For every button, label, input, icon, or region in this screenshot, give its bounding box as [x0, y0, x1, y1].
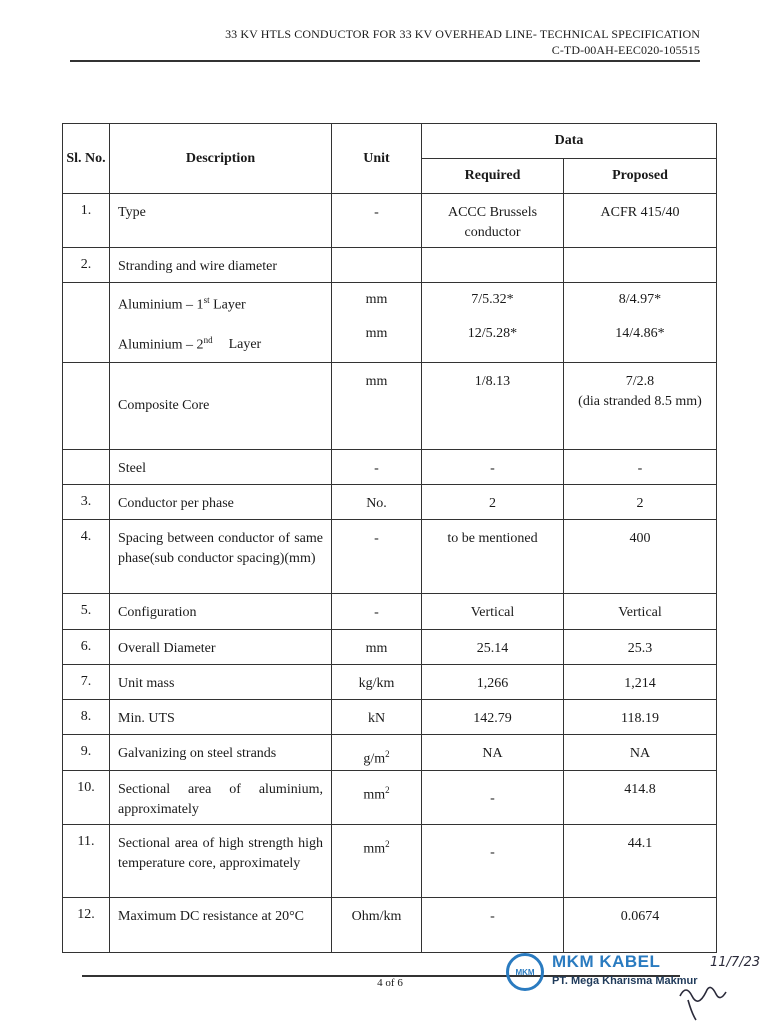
table-row: Composite Core mm 1/8.13 7/2.8 (dia stranded 8.5 mm) [63, 363, 717, 450]
page-header [225, 26, 700, 58]
header-required: Required [422, 159, 564, 194]
header-description: Description [110, 124, 332, 194]
table-row: 10. Sectional area of aluminium, approximately $mm^2$ - 414.8 [63, 770, 717, 824]
table-row: 4. Spacing between conductor of same phase(sub conductor spacing)(mm) - to be mentioned 400 [63, 520, 717, 594]
table-row: 3. Conductor per phase No. 2 2 [63, 485, 717, 520]
table-row: 9. Galvanizing on steel strands $g/m^2$ NA NA [63, 735, 717, 771]
page-number: 4 of 6 [377, 977, 403, 989]
header-data: Data [422, 124, 717, 159]
svg-text:11/7/23: 11/7/23 [710, 955, 760, 970]
table-row: 8. Min. UTS kN 142.79 118.19 [63, 700, 717, 735]
table-row: 6. Overall Diameter mm 25.14 25.3 [63, 630, 717, 665]
header-proposed: Proposed [564, 159, 717, 194]
aluminium-1st-layer-label: Aluminium – 1st Layer [118, 295, 246, 313]
signature [660, 946, 760, 1024]
document-title: 33 KV HTLS CONDUCTOR FOR 33 KV OVERHEAD LINE- TECHNICAL SPECIFICATION [225, 27, 700, 41]
header-unit: Unit [332, 124, 422, 194]
table-row: 1. Type - ACCC Brussels conductor ACFR 415/40 [63, 194, 717, 248]
aluminium-2nd-layer-label: Aluminium – 2nd Layer [118, 334, 262, 353]
table-row: 7. Unit mass kg/km 1,266 1,214 [63, 665, 717, 700]
table-row: 5. Configuration - Vertical Vertical [63, 594, 717, 630]
header-rule [70, 60, 700, 62]
logo-badge: MKM [506, 953, 544, 991]
table-row: 2. Stranding and wire diameter [63, 248, 717, 283]
table-row: Aluminium – 1st Layer Aluminium – 2nd Layer mm mm 7/5.32* 12/5.28* 8/4.97* 14/4.86* [63, 283, 717, 363]
document-code: C-TD-00AH-EEC020-105515 [551, 43, 700, 57]
company-name: MKM KABEL [552, 952, 661, 971]
header-sl-no: Sl. No. [63, 124, 110, 194]
company-subtitle: PT. Mega Kharisma Makmur [552, 975, 698, 987]
table-row: 11. Sectional area of high strength high temperature core, approximately $mm^2$ - 44.1 [63, 824, 717, 897]
table-row: Steel - - - [63, 450, 717, 485]
spec-table [62, 123, 717, 953]
table-row: 12. Maximum DC resistance at 20°C Ohm/km - 0.0674 [63, 897, 717, 952]
